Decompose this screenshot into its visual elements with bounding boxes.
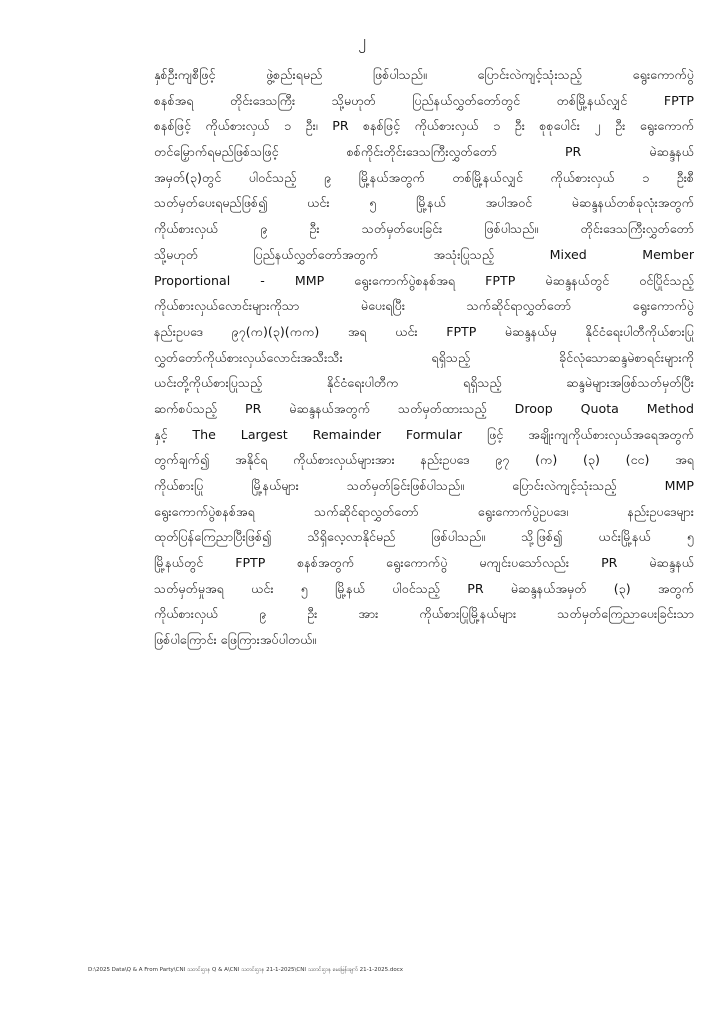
paragraph-line: မြို့နယ်တွင် FPTP စနစ်အတွက် ရွေးကောက်ပွဲ မကျင်းပသော်လည်း PR မဲဆန္ဒနယ် xyxy=(154,555,694,571)
paragraph-line: သို့မဟုတ် ပြည်နယ်လွှတ်တော်အတွက် အသုံးပြုသည့် Mixed Member xyxy=(154,246,694,262)
paragraph-line: ကိုယ်စားလှယ်လောင်းများကိုသာ မဲပေးရပြီး သက်ဆိုင်ရာလွှတ်တော် ရွေးကောက်ပွဲ xyxy=(154,298,694,314)
paragraph-line: ဆက်စပ်သည့် PR မဲဆန္ဒနယ်အတွက် သတ်မှတ်ထားသည့် Droop Quota Method xyxy=(154,400,694,416)
paragraph-line: စနစ်ဖြင့် ကိုယ်စားလှယ် ၁ ဦး၊ PR စနစ်ဖြင့် ကိုယ်စားလှယ် ၁ ဦး စုစုပေါင်း ၂ ဦး ရွေးကောက် xyxy=(154,118,694,134)
paragraph-line: ဖြစ်ပါကြောင်း ဖြေကြားအပ်ပါတယ်။ xyxy=(154,632,317,648)
paragraph-line: ကိုယ်စားပြု မြို့နယ်များ သတ်မှတ်ခြင်းဖြစ်ပါသည်။ ပြောင်းလဲကျင့်သုံးသည့် MMP xyxy=(154,478,694,493)
paragraph-line: သတ်မှတ်ပေးရမည်ဖြစ်၍ ယင်း ၅ မြို့နယ် အပါအဝင် မဲဆန္ဒနယ်တစ်ခုလုံးအတွက် xyxy=(154,195,694,211)
paragraph-line: သတ်မှတ်မှုအရ ယင်း ၅ မြို့နယ် ပါဝင်သည့် PR မဲဆန္ဒနယ်အမှတ် (၃) အတွက် xyxy=(154,580,694,596)
body-paragraph xyxy=(154,62,694,702)
paragraph-line: ယင်းတို့ကိုယ်စားပြုသည့် နိုင်ငံရေးပါတီက ရရှိသည့် ဆန္ဒမဲများအဖြစ်သတ်မှတ်ပြီး xyxy=(154,375,694,391)
paragraph-line: လွှတ်တော်ကိုယ်စားလှယ်လောင်းအသီးသီး ရရှိသည့် ခိုင်လုံသောဆန္ဒမဲစာရင်းများကို xyxy=(154,349,694,365)
paragraph-line: Proportional - MMP ရွေးကောက်ပွဲစနစ်အရ FPTP မဲဆန္ဒနယ်တွင် ဝင်ပြိုင်သည့် xyxy=(154,272,694,288)
paragraph-line: တွက်ချက်၍ အနိုင်ရ ကိုယ်စားလှယ်များအား နည်းဥပဒေ ၉၇ (က) (၃) (ငင) အရ xyxy=(154,452,694,468)
paragraph-line: တင်မြှောက်ရမည်ဖြစ်သဖြင့် စစ်ကိုင်းတိုင်းဒေသကြီးလွှတ်တော် PR မဲဆန္ဒနယ် xyxy=(154,144,694,160)
paragraph-line: ရွေးကောက်ပွဲစနစ်အရ သက်ဆိုင်ရာလွှတ်တော် ရွေးကောက်ပွဲဥပဒေ၊ နည်းဥပဒေများ xyxy=(154,503,694,519)
paragraph-line: နှင့် The Largest Remainder Formular ဖြင့် အချိုးကျကိုယ်စားလှယ်အရေအတွက် xyxy=(154,426,694,442)
paragraph-line: ကိုယ်စားလှယ် ၉ ဦး သတ်မှတ်ပေးခြင်း ဖြစ်ပါသည်။ တိုင်းဒေသကြီးလွှတ်တော် xyxy=(154,221,694,237)
paragraph-line: စနစ်အရ တိုင်းဒေသကြီး သို့မဟုတ် ပြည်နယ်လွှတ်တော်တွင် တစ်မြို့နယ်လျှင် FPTP xyxy=(154,92,694,108)
page-number: ၂ xyxy=(358,31,366,50)
paragraph-line: အမှတ်(၃)တွင် ပါဝင်သည့် ၉ မြို့နယ်အတွက် တစ်မြို့နယ်လျှင် ကိုယ်စားလှယ် ၁ ဦးစီ xyxy=(154,169,694,185)
paragraph-line: နှစ်ဦးကျစီဖြင့် ဖွဲ့စည်းရမည် ဖြစ်ပါသည်။ ပြောင်းလဲကျင့်သုံးသည့် ရွေးကောက်ပွဲ xyxy=(154,67,694,82)
paragraph-line: ကိုယ်စားလှယ် ၉ ဦး အား ကိုယ်စားပြုမြို့နယ်များ သတ်မှတ်ကြေညာပေးခြင်းသာ xyxy=(154,606,694,622)
file-path-footer: D:\2025 Data\Q & A From Party\CNI သတင်းဌာန Q & A\CNI သတင်းဌာန 21-1-2025\CNI သတင်းဌာန မေးမြန်းချက် 21-1-2025.docx xyxy=(88,967,404,973)
paragraph-line: နည်းဥပဒေ ၉၇(က)(၃)(ကက) အရ ယင်း FPTP မဲဆန္ဒနယ်မှ နိုင်ငံရေးပါတီကိုယ်စားပြု xyxy=(154,323,694,339)
paragraph-line: ထုတ်ပြန်ကြေညာပြီးဖြစ်၍ သိရှိလေ့လာနိုင်မည် ဖြစ်ပါသည်။ သို့ဖြစ်၍ ယင်းမြို့နယ် ၅ xyxy=(154,529,694,545)
